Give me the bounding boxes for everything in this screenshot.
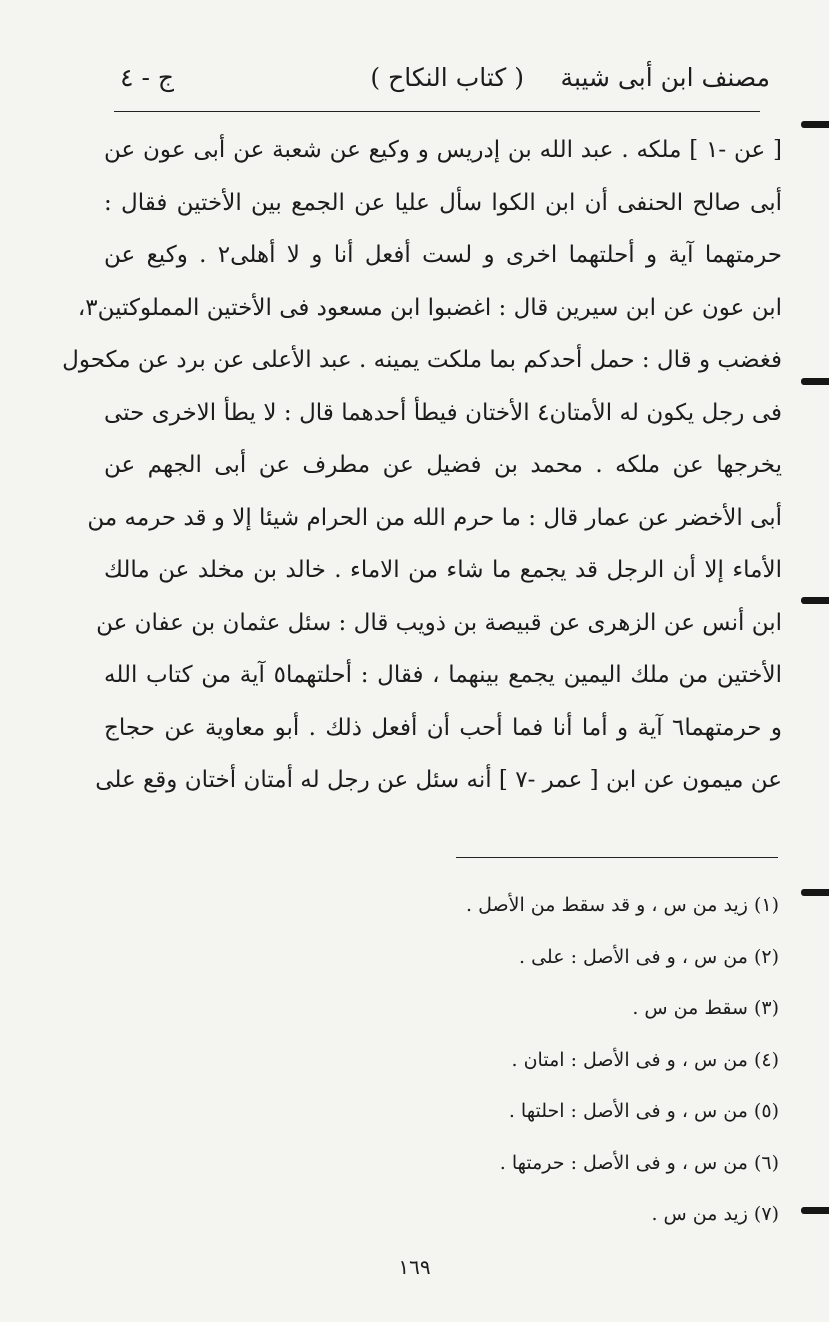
text-line: فى رجل يكون له الأمتان٤ الأختان فيطأ أحدهما قال : لا يطأ الاخرى حتى bbox=[104, 399, 782, 426]
running-header bbox=[104, 58, 770, 98]
margin-marker bbox=[801, 597, 829, 604]
footnote: (٦) من س ، و فى الأصل : حرمتها . bbox=[499, 1151, 779, 1174]
main-text bbox=[62, 124, 782, 807]
footnote: (٣) سقط من س . bbox=[632, 997, 779, 1019]
text-line: الأختين من ملك اليمين يجمع بينهما ، فقال : أحلتهما٥ آية من كتاب الله bbox=[104, 662, 782, 688]
text-line: أبى الأخضر عن عمار قال : ما حرم الله من الحرام شيئا إلا و قد حرمه من bbox=[87, 504, 782, 531]
footnote-rule bbox=[456, 857, 778, 858]
footnote: (١) زيد من س ، و قد سقط من الأصل . bbox=[466, 894, 779, 916]
volume-number: ج - ٤ bbox=[120, 63, 174, 92]
margin-marker bbox=[801, 1207, 829, 1214]
text-line: حرمتهما آية و أحلتهما اخرى و لست أفعل أنا و لا أهلى٢ . وكيع عن bbox=[104, 242, 782, 268]
text-line: عن ميمون عن ابن [ عمر -٧ ] أنه سئل عن رجل له أمتان أختان وقع على bbox=[95, 767, 782, 793]
book-title: مصنف ابن أبى شيبة bbox=[560, 63, 770, 92]
text-line: يخرجها عن ملكه . محمد بن فضيل عن مطرف عن أبى الجهم عن bbox=[104, 452, 782, 478]
footnotes bbox=[359, 880, 779, 1241]
header-rule bbox=[114, 111, 760, 112]
text-line: فغضب و قال : حمل أحدكم بما ملكت يمينه . عبد الأعلى عن برد عن مكحول bbox=[62, 347, 782, 373]
text-line: ابن عون عن ابن سيرين قال : اغضبوا ابن مسعود فى الأختين المملوكتين٣، bbox=[77, 294, 782, 321]
footnote: (٧) زيد من س . bbox=[651, 1203, 779, 1225]
footnote: (٥) من س ، و فى الأصل : احلتها . bbox=[508, 1100, 779, 1122]
margin-marker bbox=[801, 121, 829, 128]
text-line: ابن أنس عن الزهرى عن قبيصة بن ذويب قال : سئل عثمان بن عفان عن bbox=[96, 609, 782, 636]
page-number: ١٦٩ bbox=[398, 1255, 431, 1279]
text-line: الأماء إلا أن الرجل قد يجمع ما شاء من الاماء . خالد بن مخلد عن مالك bbox=[104, 557, 782, 583]
text-line: أبى صالح الحنفى أن ابن الكوا سأل عليا عن الجمع بين الأختين فقال : bbox=[104, 189, 782, 216]
margin-marker bbox=[801, 378, 829, 385]
text-line: و حرمتهما٦ آية و أما أنا فما أحب أن أفعل ذلك . أبو معاوية عن حجاج bbox=[104, 714, 782, 741]
footnote: (٤) من س ، و فى الأصل : امتان . bbox=[511, 1048, 779, 1071]
text-line: [ عن -١ ] ملكه . عبد الله بن إدريس و وكيع عن شعبة عن أبى عون عن bbox=[104, 137, 782, 163]
margin-marker bbox=[801, 889, 829, 896]
chapter-title: ( كتاب النكاح ) bbox=[370, 63, 524, 92]
footnote: (٢) من س ، و فى الأصل : على . bbox=[518, 945, 779, 968]
